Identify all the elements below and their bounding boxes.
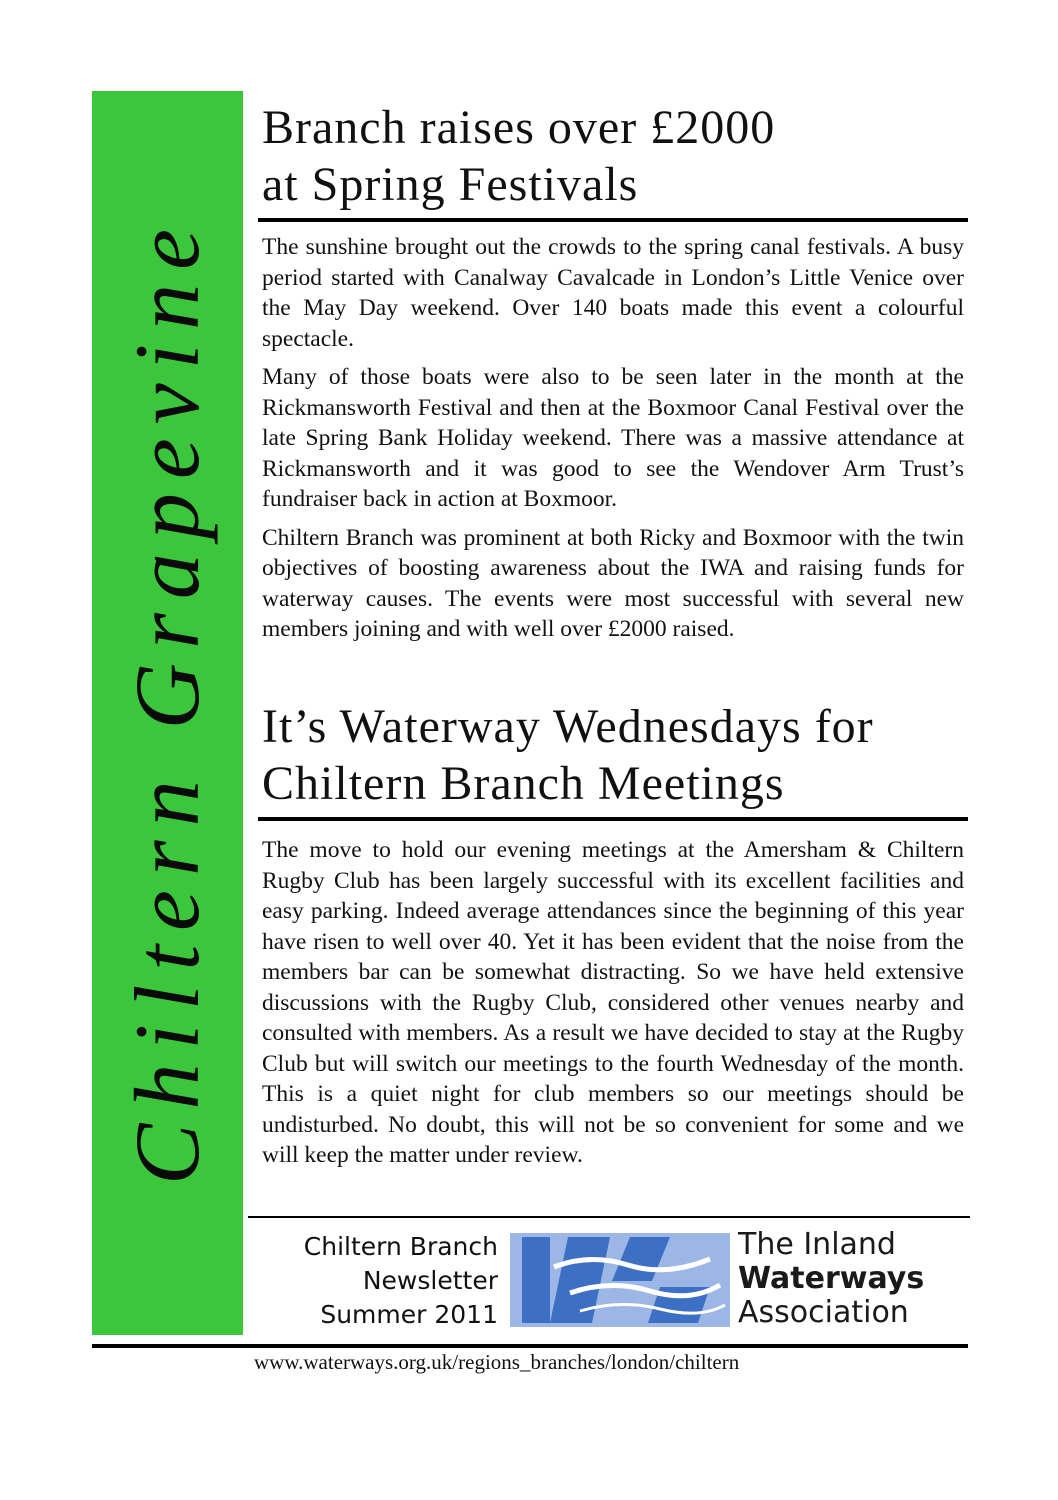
newsletter-line: Summer 2011 — [320, 1300, 498, 1329]
article1-headline-line2: at Spring Festivals — [262, 158, 639, 211]
org-line: Association — [738, 1295, 909, 1330]
article2-headline-line2: Chiltern Branch Meetings — [262, 757, 785, 810]
footer-rule — [92, 1344, 968, 1348]
article1-body — [262, 232, 964, 653]
headline-rule — [258, 218, 968, 222]
newsletter-edition — [270, 1230, 498, 1332]
article2-paragraph: The move to hold our evening meetings at the Amersham & Chiltern Rugby Club has been largely successful with its excellent facilities and easy parking. Indeed average attendances since the beginning of this year have risen to well over 40. Yet it has been evident that the noise from the members bar can be somewhat distracting. So we have held extensive discussions with the Rugby Club, considered other venues nearby and consulted with members. As a result we have decided to stay at the Rugby Club but will switch our meetings to the fourth Wednesday of the month. This is a quiet night for club members so our meetings should be undisturbed. No doubt, this will not be so convenient for some and we will keep the matter under review. — [262, 837, 964, 1168]
newsletter-line: Chiltern Branch — [303, 1232, 498, 1261]
article2-body — [262, 835, 964, 1179]
article2-headline — [262, 698, 964, 812]
footer-divider — [248, 1216, 970, 1218]
article1-paragraph: Chiltern Branch was prominent at both Ricky and Boxmoor with the twin objectives of boosting awareness about the IWA and raising funds for waterway causes. The events were most successful with several new members joining and with well over £2000 raised. — [262, 524, 964, 642]
organization-name — [738, 1228, 924, 1330]
iwa-logo-icon — [510, 1233, 730, 1327]
org-line: The Inland — [738, 1227, 896, 1262]
website-url[interactable]: www.waterways.org.uk/regions_branches/london/chiltern — [254, 1350, 740, 1374]
newsletter-line: Newsletter — [362, 1266, 498, 1295]
article1-paragraph: Many of those boats were also to be seen later in the month at the Rickmansworth Festival and then at the Boxmoor Canal Festival over the late Spring Bank Holiday weekend. There was a massive attendance at Rickmansworth and it was good to see the Wendover Arm Trust’s fundraiser back in action at Boxmoor. — [262, 364, 964, 512]
publication-title: Chiltern Grapevine — [116, 215, 218, 1185]
article1-paragraph: The sunshine brought out the crowds to the spring canal festivals. A busy period started with Canalway Cavalcade in London’s Little Venice over the May Day weekend. Over 140 boats made this event a colourful spectacle. — [262, 234, 964, 352]
article1-headline — [262, 99, 964, 213]
headline-rule — [258, 817, 968, 821]
article1-headline-line1: Branch raises over £2000 — [262, 101, 776, 154]
article2-headline-line1: It’s Waterway Wednesdays for — [262, 700, 874, 753]
org-line: Waterways — [738, 1261, 925, 1296]
